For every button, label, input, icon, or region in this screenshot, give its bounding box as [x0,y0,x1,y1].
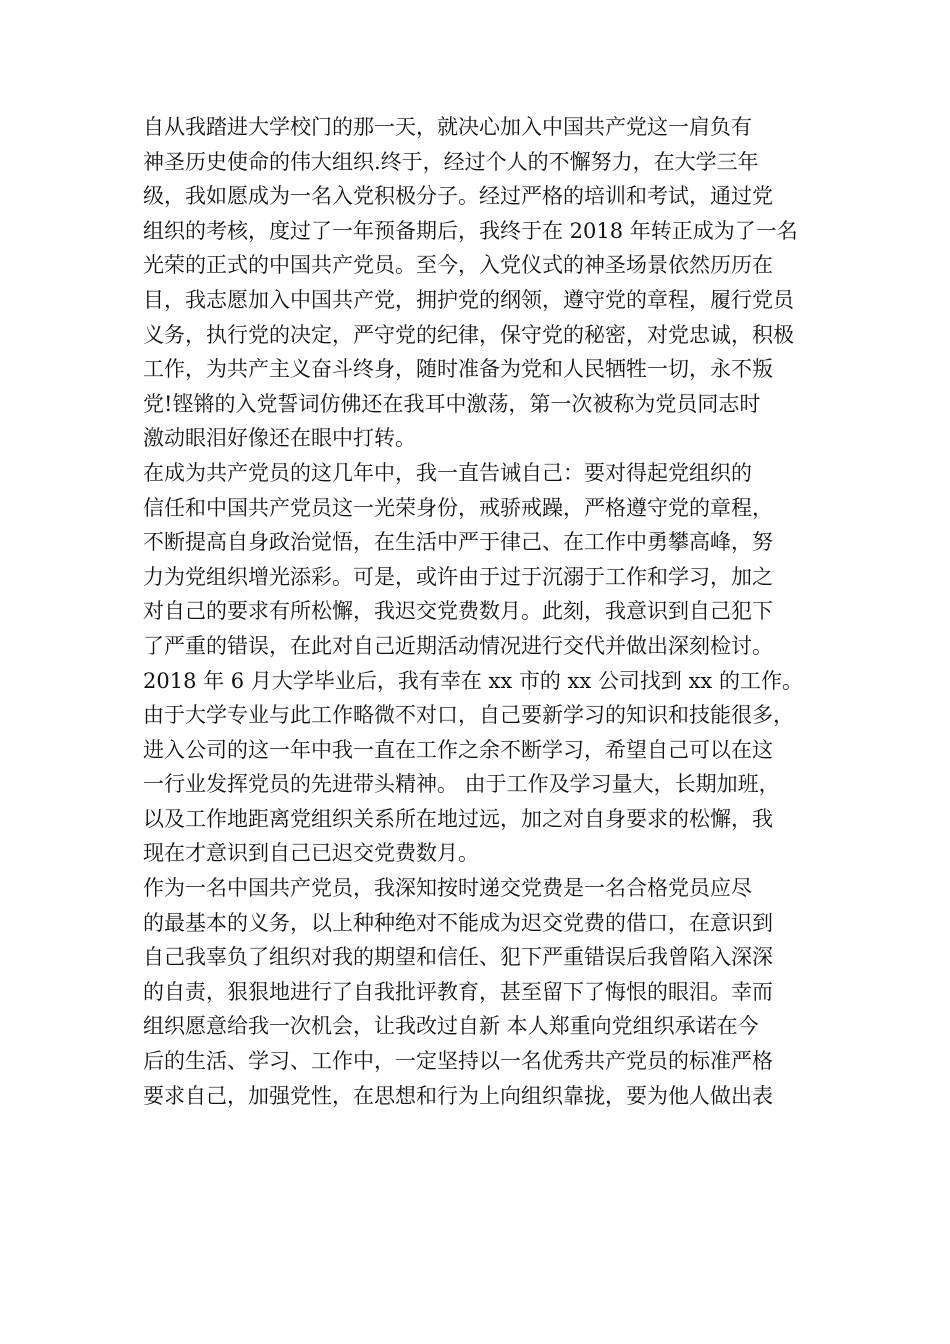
text-line: 党!铿锵的入党誓词仿佛还在我耳中激荡，第一次被称为党员同志时 [143,391,761,416]
text-line: 目，我志愿加入中国共产党，拥护党的纲领，遵守党的章程，履行党员 [143,287,794,312]
text-line: 要求自己，加强党性，在思想和行为上向组织靠拢，要为他人做出表 [143,1083,773,1108]
text-line: 的自责，狠狠地进行了自我批评教育，甚至留下了悔恨的眼泪。幸而 [143,979,773,1004]
text-line: 了严重的错误，在此对自己近期活动情况进行交代并做出深刻检讨。 [143,633,773,658]
text-line: 后的生活、学习、工作中，一定坚持以一名优秀共产党员的标准严格 [143,1049,773,1074]
text-line: 组织愿意给我一次机会，让我改过自新 本人郑重向党组织承诺在今 [143,1014,759,1039]
text-line: 在成为共产党员的这几年中，我一直告诫自己：要对得起党组织的 [143,460,752,485]
text-line: 现在才意识到自己已迟交党费数月。 [143,841,479,866]
text-line: 工作，为共产主义奋斗终身，随时准备为党和人民牺牲一切，永不叛 [143,357,773,382]
text-line: 以及工作地距离党组织关系所在地过远，加之对自身要求的松懈，我 [143,806,773,831]
text-line: 自己我辜负了组织对我的期望和信任、犯下严重错误后我曾陷入深深 [143,945,773,970]
text-line: 级，我如愿成为一名入党积极分子。经过严格的培训和考试，通过党 [143,184,773,209]
text-line: 信任和中国共产党员这一光荣身份，戒骄戒躁，严格遵守党的章程， [143,495,773,520]
text-line: 的最基本的义务，以上种种绝对不能成为迟交党费的借口，在意识到 [143,910,773,935]
text-line: 自从我踏进大学校门的那一天，就决心加入中国共产党这一肩负有 [143,115,752,139]
text-line: 不断提高自身政治觉悟，在生活中严于律己、在工作中勇攀高峰，努 [143,530,773,555]
text-line: 神圣历史使命的伟大组织.终于，经过个人的不懈努力，在大学三年 [143,149,759,174]
text-line: 光荣的正式的中国共产党员。至今，入党仪式的神圣场景依然历历在 [143,253,773,278]
text-line: 义务，执行党的决定，严守党的纪律，保守党的秘密，对党忠诚，积极 [143,322,794,347]
text-line: 进入公司的这一年中我一直在工作之余不断学习，希望自己可以在这 [143,737,773,762]
text-line: 由于大学专业与此工作略微不对口，自己要新学习的知识和技能很多， [143,703,794,728]
text-line: 力为党组织增光添彩。可是，或许由于过于沉溺于工作和学习，加之 [143,564,773,589]
text-line: 组织的考核，度过了一年预备期后，我终于在 2018 年转正成为了一名 [143,218,798,243]
text-line: 对自己的要求有所松懈，我迟交党费数月。此刻，我意识到自己犯下 [143,599,773,624]
document-body [143,110,813,1113]
text-line: 作为一名中国共产党员，我深知按时递交党费是一名合格党员应尽 [143,876,752,901]
text-line: 一行业发挥党员的先进带头精神。 由于工作及学习量大，长期加班， [143,772,780,797]
text-line: 2018 年 6 月大学毕业后，我有幸在 xx 市的 xx 公司找到 xx 的工作。 [143,668,803,693]
text-line: 激动眼泪好像还在眼中打转。 [143,426,416,451]
